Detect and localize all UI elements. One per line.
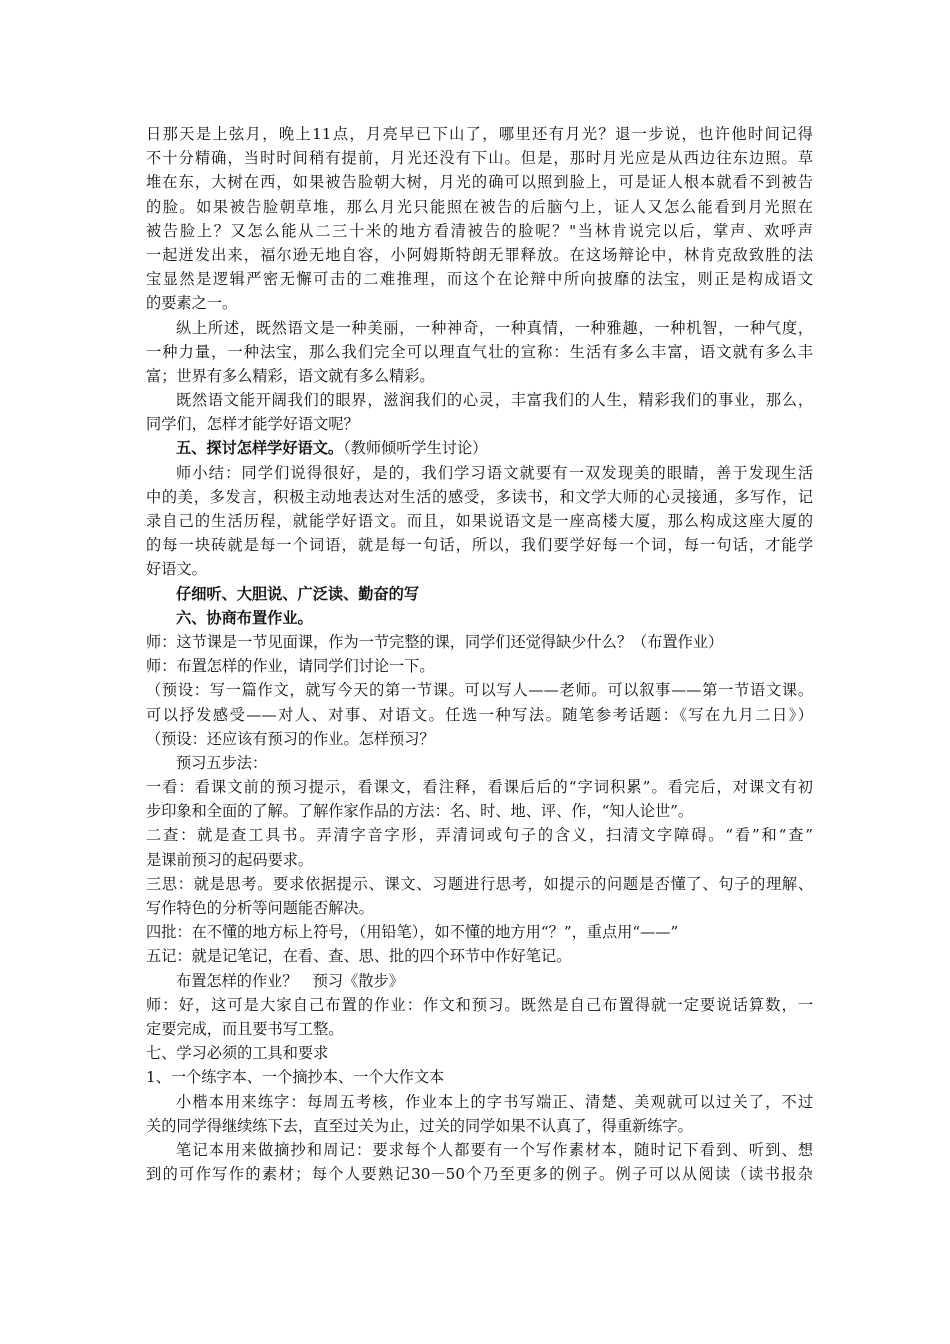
text-line: 好语文。 [146,560,207,579]
text-line: 六、协商布置作业。 [176,608,313,627]
text-line: 定要完成，而且要书写工整。 [146,1019,344,1038]
text-line [146,436,813,460]
text-line: 仔细听、大胆说、广泛读、勤奋的写 [176,584,419,603]
heading-note: （教师倾听学生讨论） [343,439,488,458]
text-line: 的要素之一。 [146,294,238,313]
text-line: 二查：就是查工具书。弄清字音字形，弄清词或句子的含义，扫清文字障碍。“看”和“查” [146,826,813,845]
text-line: 到的可作写作的素材；每个人要熟记30－50个乃至更多的例子。例子可以从阅读（读书报杂 [146,1165,813,1184]
text-line: 宝显然是逻辑严密无懈可击的二难推理，而这个在论辩中所向披靡的法宝，则正是构成语文 [146,270,813,289]
text-line: 纵上所述，既然语文是一种美丽，一种神奇，一种真情，一种雅趣，一种机智，一种气度， [176,318,813,337]
text-line: 的脸。如果被告脸朝草堆，那么月光只能照在被告的后脑勺上，证人又怎么能看到月光照在 [146,197,813,216]
text-line: 三思：就是思考。要求依据提示、课文、习题进行思考，如提示的问题是否懂了、句子的理解、 [146,874,813,893]
text-line: 一起迸发出来，福尔逊无地自容，小阿姆斯特朗无罪释放。在这场辩论中，林肯克敌致胜的法 [146,245,813,264]
document-body [146,122,813,1186]
text-line: 富；世界有多么精彩，语文就有多么精彩。 [146,366,435,385]
text-line: 既然语文能开阔我们的眼界，滋润我们的心灵，丰富我们的人生，精彩我们的事业，那么， [176,391,813,410]
text-line: （预设：还应该有预习的作业。怎样预习？ [146,729,435,748]
text-line: 师：好，这可是大家自己布置的作业：作文和预习。既然是自己布置得就一定要说话算数，一 [146,995,813,1014]
text-line: 是课前预习的起码要求。 [146,850,314,869]
text-line: 堆在东，大树在西，如果被告脸朝大树，月光的确可以照到脸上，可是证人根本就看不到被告 [146,173,813,192]
text-line: 关的同学得继续练下去，直至过关为止，过关的同学如果不认真了，得重新练字。 [146,1116,693,1135]
text-line: 师：布置怎样的作业，请同学们讨论一下。 [146,657,435,676]
text-line: 七、学习必须的工具和要求 [146,1044,329,1063]
text-line: （预设：写一篇作文，就写今天的第一节课。可以写人——老师。可以叙事——第一节语文课。 [146,681,813,700]
text-line: 布置怎样的作业？ 预习《散步》 [176,971,404,990]
text-line: 五记：就是记笔记，在看、查、思、批的四个环节中作好笔记。 [146,947,572,966]
text-line: 师：这节课是一节见面课，作为一节完整的课，同学们还觉得缺少什么？（布置作业） [146,632,724,651]
text-line: 写作特色的分析等问题能否解决。 [146,899,374,917]
section-heading: 五、探讨怎样学好语文。 [176,439,344,458]
text-line: 小楷本用来练字：每周五考核，作业本上的字书写端正、清楚、美观就可以过关了，不过 [176,1092,813,1111]
text-line: 师小结：同学们说得很好，是的，我们学习语文就要有一双发现美的眼睛，善于发现生活 [176,463,813,482]
text-line: 笔记本用来做摘抄和周记：要求每个人都要有一个写作素材本，随时记下看到、听到、想 [176,1140,813,1159]
text-line: 录自己的生活历程，就能学好语文。而且，如果说语文是一座高楼大厦，那么构成这座大厦的 [146,512,813,530]
text-line: 可以抒发感受——对人、对事、对语文。任选一种写法。随笔参考话题：《写在九月二日》） [146,705,813,724]
text-line: 预习五步法： [176,753,268,772]
text-line: 不十分精确，当时时间稍有提前，月光还没有下山。但是，那时月光应是从西边往东边照。草 [146,149,813,168]
text-line: 中的美，多发言，积极主动地表达对生活的感受，多读书，和文学大师的心灵接通，多写作，记 [146,487,813,506]
text-line: 四批：在不懂的地方标上符号，（用铅笔），如不懂的地方用“？”，重点用“——” [146,923,679,942]
text-line: 一看：看课文前的预习提示，看课文，看注释，看课后后的“字词积累”。看完后，对课文有初 [146,778,813,797]
text-line: 步印象和全面的了解。了解作家作品的方法：名、时、地、评、作，“知人论世”。 [146,802,694,821]
text-line: 日那天是上弦月，晚上11点，月亮早已下山了，哪里还有月光？退一步说，也许他时间记得 [146,125,813,143]
text-line: 一种力量，一种法宝，那么我们完全可以理直气壮的宣称：生活有多么丰富，语文就有多么丰 [146,342,813,361]
text-line: 同学们，怎样才能学好语文呢？ [146,415,359,434]
text-line: 的每一块砖就是每一个词语，就是每一句话，所以，我们要学好每一个词，每一句话，才能学 [146,536,813,555]
text-line: 1、一个练字本、一个摘抄本、一个大作文本 [146,1068,445,1087]
text-line: 被告脸上？又怎么能从二三十米的地方看清被告的脸呢？"当林肯说完以后，掌声、欢呼声 [146,221,813,240]
